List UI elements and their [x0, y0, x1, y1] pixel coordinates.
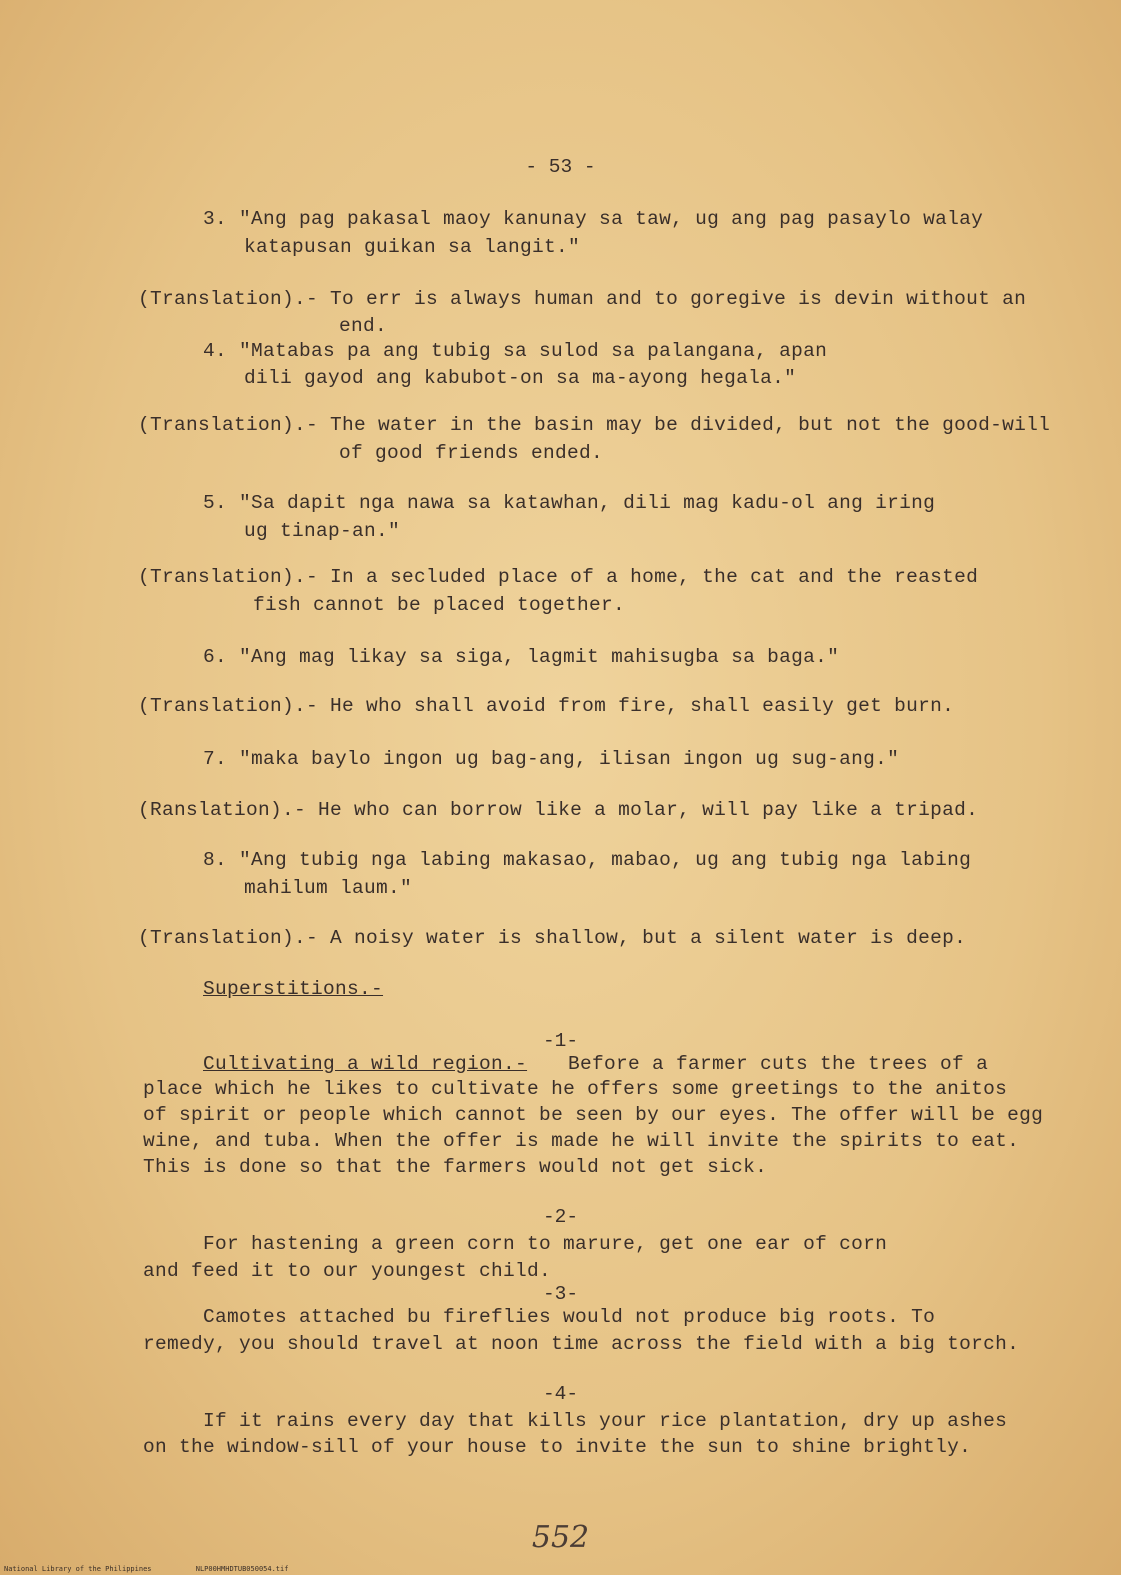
proverb-6-line1: 6. "Ang mag likay sa siga, lagmit mahisugba sa baga." [203, 646, 840, 668]
section-title-superstitions: Superstitions.- [203, 978, 384, 1000]
proverb-3-line1: 3. "Ang pag pakasal maoy kanunay sa taw, ug ang pag pasaylo walay [203, 208, 984, 230]
footer-library: National Library of the Philippines [4, 1565, 152, 1573]
translation-5-line1: (Translation).- In a secluded place of a home, the cat and the reasted [138, 566, 979, 588]
proverb-7-line1: 7. "maka baylo ingon ug bag-ang, ilisan ingon ug sug-ang." [203, 748, 900, 770]
superstition-1-line5: This is done so that the farmers would not get sick. [143, 1156, 768, 1178]
superstition-4-line2: on the window-sill of your house to invite the sun to shine brightly. [143, 1436, 972, 1458]
handwritten-page-number: 552 [531, 1520, 590, 1555]
translation-4-line2: of good friends ended. [339, 442, 604, 464]
proverb-3-line2: katapusan guikan sa langit." [244, 236, 581, 258]
superstition-3-line2: remedy, you should travel at noon time across the field with a big torch. [143, 1333, 1020, 1355]
translation-3-line2: end. [339, 315, 388, 337]
superstition-2-line1: For hastening a green corn to marure, get one ear of corn [203, 1233, 888, 1255]
superstition-4-line1: If it rains every day that kills your rice plantation, dry up ashes [203, 1410, 1008, 1432]
page-number: - 53 - [525, 156, 596, 178]
footer-file: NLP00HMHDTUB050054.tif [195, 1565, 289, 1573]
superstition-1-line2: place which he likes to cultivate he offers some greetings to the anitos [143, 1078, 1008, 1100]
superstition-1-line4: wine, and tuba. When the offer is made he will invite the spirits to eat. [143, 1130, 1020, 1152]
superstition-2-number: -2- [542, 1206, 579, 1228]
proverb-8-line2: mahilum laum." [244, 877, 413, 899]
translation-4-line1: (Translation).- The water in the basin may be divided, but not the good-will [138, 414, 1051, 436]
superstition-1-number: -1- [542, 1030, 579, 1052]
translation-6-line1: (Translation).- He who shall avoid from fire, shall easily get burn. [138, 695, 955, 717]
translation-3-line1: (Translation).- To err is always human and to goregive is devin without an [138, 288, 1027, 310]
superstition-3-number: -3- [542, 1283, 579, 1305]
proverb-4-line2: dili gayod ang kabubot-on sa ma-ayong hegala." [244, 367, 797, 389]
scan-footer [4, 1565, 328, 1573]
proverb-5-line2: ug tinap-an." [244, 520, 401, 542]
translation-8-line1: (Translation).- A noisy water is shallow, but a silent water is deep. [138, 927, 967, 949]
translation-7-line1: (Ranslation).- He who can borrow like a molar, will pay like a tripad. [138, 799, 979, 821]
superstition-1-line3: of spirit or people which cannot be seen by our eyes. The offer will be egg [143, 1104, 1044, 1126]
superstition-3-line1: Camotes attached bu fireflies would not produce big roots. To [203, 1306, 936, 1328]
proverb-4-line1: 4. "Matabas pa ang tubig sa sulod sa palangana, apan [203, 340, 828, 362]
superstition-2-line2: and feed it to our youngest child. [143, 1260, 552, 1282]
superstition-1-line1: Before a farmer cuts the trees of a [568, 1053, 989, 1075]
proverb-5-line1: 5. "Sa dapit nga nawa sa katawhan, dili mag kadu-ol ang iring [203, 492, 936, 514]
superstition-4-number: -4- [542, 1383, 579, 1405]
translation-5-line2: fish cannot be placed together. [253, 594, 626, 616]
proverb-8-line1: 8. "Ang tubig nga labing makasao, mabao, ug ang tubig nga labing [203, 849, 972, 871]
superstition-1-heading: Cultivating a wild region.- [203, 1053, 528, 1075]
